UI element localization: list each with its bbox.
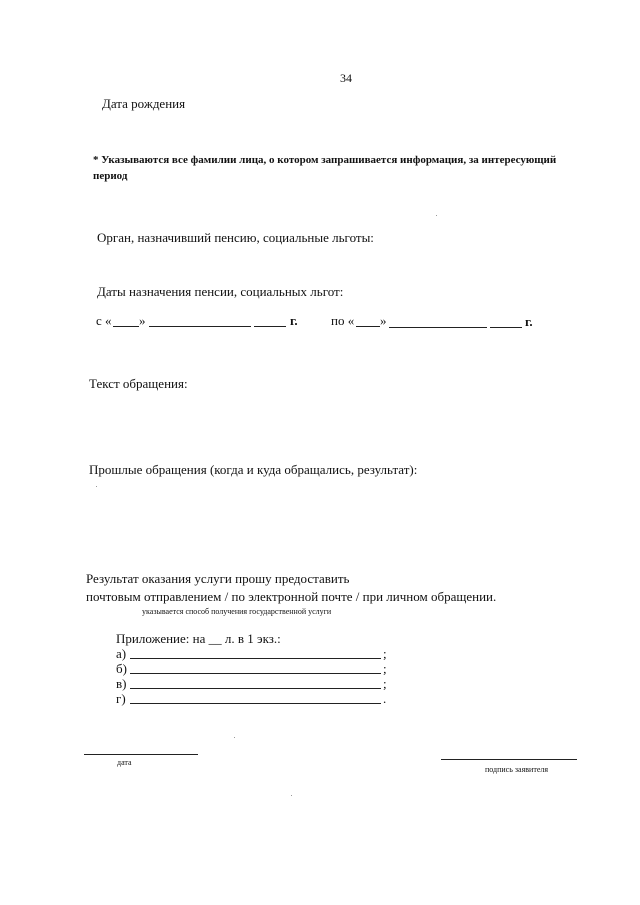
attachment-item-b-end: ; <box>383 661 387 676</box>
period-from-day-field[interactable] <box>113 326 139 327</box>
period-to-year-field[interactable] <box>490 327 522 328</box>
attachment-item-c-field[interactable] <box>130 688 381 689</box>
attachment-item-c-end: ; <box>383 676 387 691</box>
result-hint: указывается способ получения государственной услуги <box>142 607 332 616</box>
footnote-line-1: * Указываются все фамилии лица, о котором запрашивается информация, за интересующий <box>93 154 557 166</box>
period-from-prefix: с « <box>96 313 112 328</box>
past-requests-label: Прошлые обращения (когда и куда обращались, результат): <box>89 462 418 477</box>
scan-speck <box>96 486 97 487</box>
period-from-month-field[interactable] <box>149 326 251 327</box>
attachment-item-d-end: . <box>383 691 387 706</box>
scan-speck <box>234 737 235 738</box>
attachment-item-d-field[interactable] <box>130 703 381 704</box>
signature-caption: подпись заявителя <box>485 765 549 774</box>
date-field[interactable] <box>84 754 198 755</box>
attachment-item-a-field[interactable] <box>130 658 381 659</box>
attachment-item-d-letter: г) <box>116 691 126 706</box>
scan-speck <box>436 215 437 216</box>
result-line-1: Результат оказания услуги прошу предоставить <box>86 571 350 586</box>
period-from-quote-close: » <box>139 313 146 328</box>
signature-field[interactable] <box>441 759 577 760</box>
period-to-prefix: по « <box>331 313 355 328</box>
period-to-month-field[interactable] <box>389 327 487 328</box>
period-to-year-suffix: г. <box>525 314 533 329</box>
attachment-label: Приложение: на __ л. в 1 экз.: <box>116 631 281 646</box>
attachment-item-a-letter: а) <box>116 646 127 661</box>
authority-label: Орган, назначивший пенсию, социальные льготы: <box>97 230 374 245</box>
attachment-item-b-letter: б) <box>116 661 127 676</box>
period-from-year-field[interactable] <box>254 326 286 327</box>
page-number: 34 <box>340 71 352 85</box>
footnote-line-2: период <box>93 170 128 182</box>
attachment-item-c-letter: в) <box>116 676 127 691</box>
period-from-year-suffix: г. <box>290 313 298 328</box>
period-to-quote-close: » <box>380 313 387 328</box>
dates-label: Даты назначения пенсии, социальных льгот: <box>97 284 344 299</box>
attachment-item-b-field[interactable] <box>130 673 381 674</box>
date-caption: дата <box>117 758 132 767</box>
result-line-2: почтовым отправлением / по электронной почте / при личном обращении. <box>86 589 497 604</box>
birth-date-label: Дата рождения <box>102 96 186 111</box>
request-text-label: Текст обращения: <box>89 376 188 391</box>
attachment-item-a-end: ; <box>383 646 387 661</box>
period-to-day-field[interactable] <box>356 326 380 327</box>
scan-speck <box>291 795 292 796</box>
